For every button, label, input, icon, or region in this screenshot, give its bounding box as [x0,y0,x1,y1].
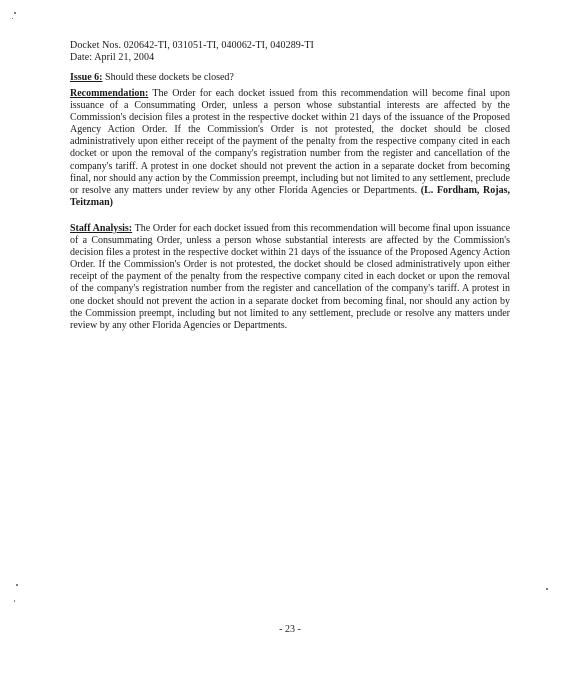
recommendation-text: The Order for each docket issued from this recommendation will become final upon issuance of a Consummating Order, unless a person whose substantial interests are affected by the Commission's decision files a protest in the respective docket within 21 days of the issuance of the Proposed Agency Action Order. If the Commission's Order is not protested, the docket should be closed administratively upon either receipt of the payment of the penalty from the respective company cited in each docket or upon the removal of the company's registration number from the register and cancellation of the company's tariff. A protest in one docket should not prevent the action in a separate docket from becoming final, nor should any action by the Commission preempt, including but not limited to any settlement, preclude or resolve any matters under review by any other Florida Agencies or Departments. [70,88,510,196]
document-date: Date: April 21, 2004 [70,52,155,63]
page-number: - 23 - [279,624,301,635]
issue-question: Should these dockets be closed? [105,72,234,83]
scan-speck [14,600,15,602]
staff-analysis-text: The Order for each docket issued from this recommendation will become final upon issuance of a Consummating Order, unless a person whose substantial interests are affected by the Commission's decision files a protest in the respective docket within 21 days of the issuance of the Proposed Agency Action Order. If the Commission's Order is not protested, the docket should be closed administratively upon either receipt of the payment of the penalty from the respective company cited in each docket or upon the removal of the company's registration number from the register and cancellation of the company's tariff. A protest in one docket should not prevent the action in a separate docket from becoming final, nor should any action by the Commission preempt, including but not limited to any settlement, preclude or resolve any matters under review by any other Florida Agencies or Departments. [70,223,511,331]
issue-label: Issue 6: [70,72,103,83]
staff-analysis-label: Staff Analysis: [70,223,133,234]
document-header [70,40,314,64]
recommendation-staff: (L. Fordham, Rojas, Teitzman) [70,184,510,208]
recommendation-label: Recommendation: [70,88,149,99]
docket-numbers: Docket Nos. 020642-TI, 031051-TI, 040062-TI, 040289-TI [70,40,314,51]
scan-speck [546,588,548,590]
scan-speck [16,584,18,586]
scan-speck [14,12,16,14]
recommendation-paragraph [70,88,510,209]
scan-speck [12,18,13,19]
staff-analysis-paragraph [70,223,510,332]
issue-heading [70,72,234,84]
